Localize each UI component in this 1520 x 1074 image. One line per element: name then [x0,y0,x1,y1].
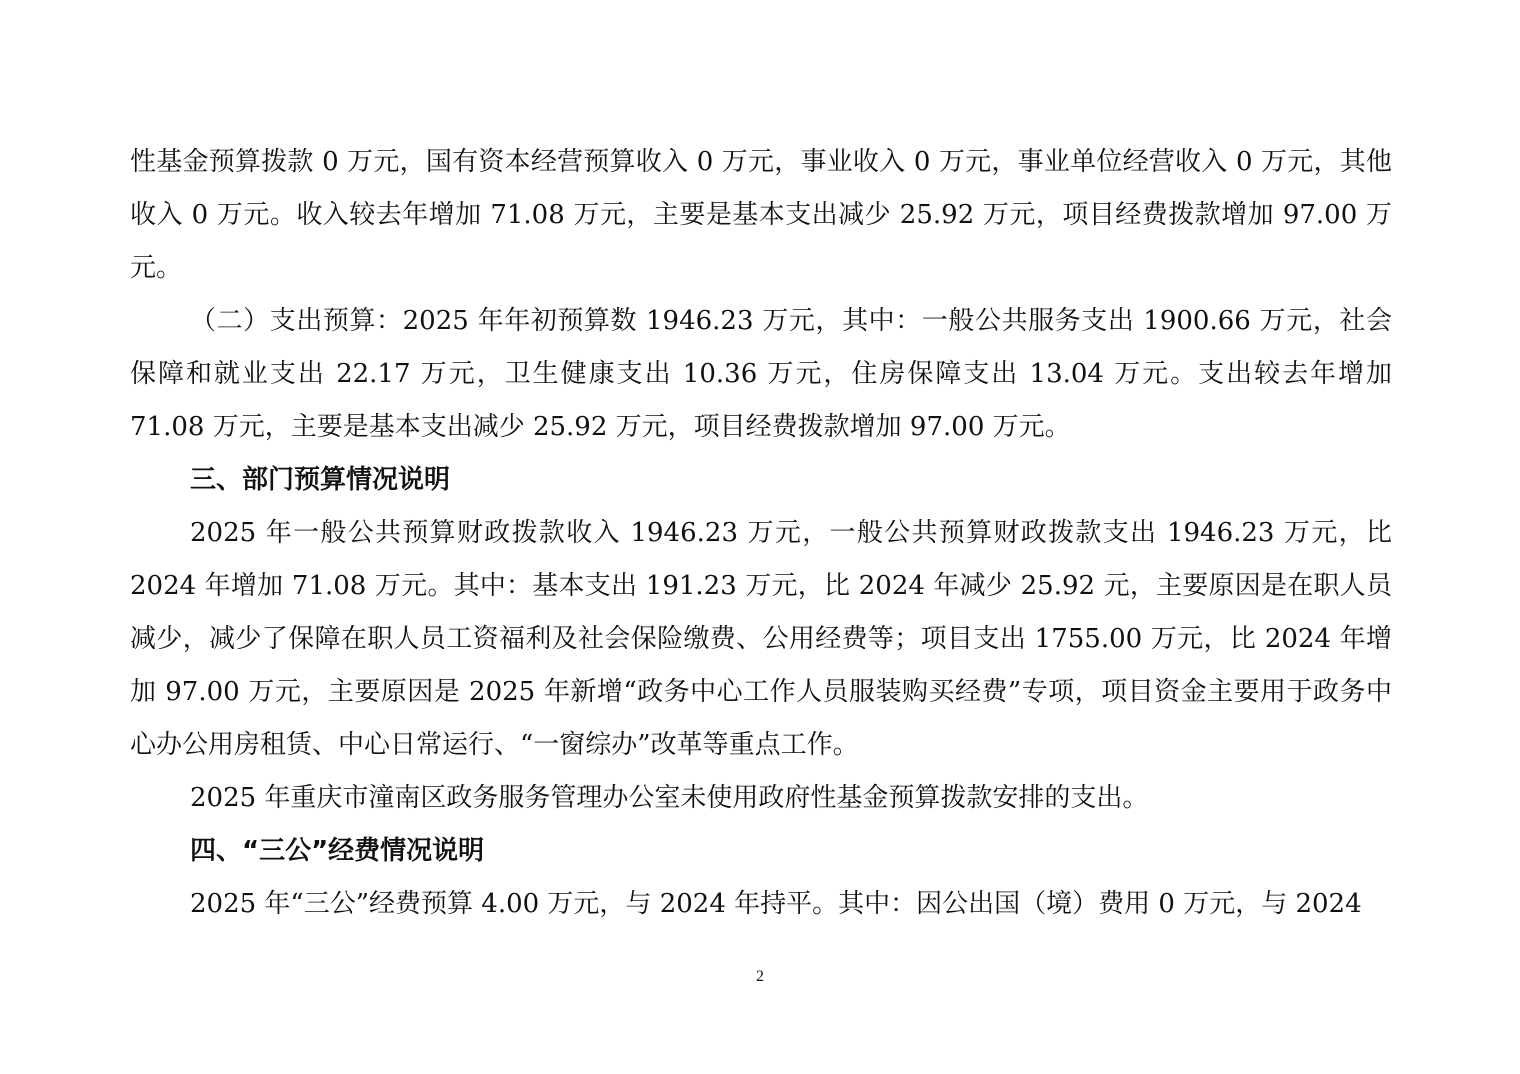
paragraph-general-public-budget: 2025 年一般公共预算财政拨款收入 1946.23 万元，一般公共预算财政拨款支出 1946.23 万元，比 2024 年增加 71.08 万元。其中：基本支出 191.23 万元，比 2024 年减少 25.92 元，主要原因是在职人员减少，减少了保障在职人员工资福利及社会保险缴费、公用经费等；项目支出 1755.00 万元，比 2024 年增加 97.00 万元，主要原因是 2025 年新增“政务中心工作人员服装购买经费”专项，项目资金主要用于政务中心办公用房租赁、中心日常运行、“一窗综办”改革等重点工作。 [130,518,1392,760]
paragraph-three-public-expenses: 2025 年“三公”经费预算 4.00 万元，与 2024 年持平。其中：因公出国（境）费用 0 万元，与 2024 [190,889,1362,919]
paragraph-government-fund: 2025 年重庆市潼南区政务服务管理办公室未使用政府性基金预算拨款安排的支出。 [190,783,1149,813]
document-body [130,136,1392,931]
paragraph-revenue-continued: 性基金预算拨款 0 万元，国有资本经营预算收入 0 万元，事业收入 0 万元，事业单位经营收入 0 万元，其他收入 0 万元。收入较去年增加 71.08 万元，主要是基本支出减少 25.92 万元，项目经费拨款增加 97.00 万元。 [130,147,1392,283]
page-number: 2 [756,968,764,985]
section-heading-department-budget: 三、部门预算情况说明 [190,465,451,495]
paragraph-expenditure-budget: （二）支出预算：2025 年年初预算数 1946.23 万元，其中：一般公共服务支出 1900.66 万元，社会保障和就业支出 22.17 万元，卫生健康支出 10.36 万元，住房保障支出 13.04 万元。支出较去年增加 71.08 万元，主要是基本支出减少 25.92 万元，项目经费拨款增加 97.00 万元。 [130,306,1392,442]
section-heading-three-public-expenses: 四、“三公”经费情况说明 [190,836,485,866]
